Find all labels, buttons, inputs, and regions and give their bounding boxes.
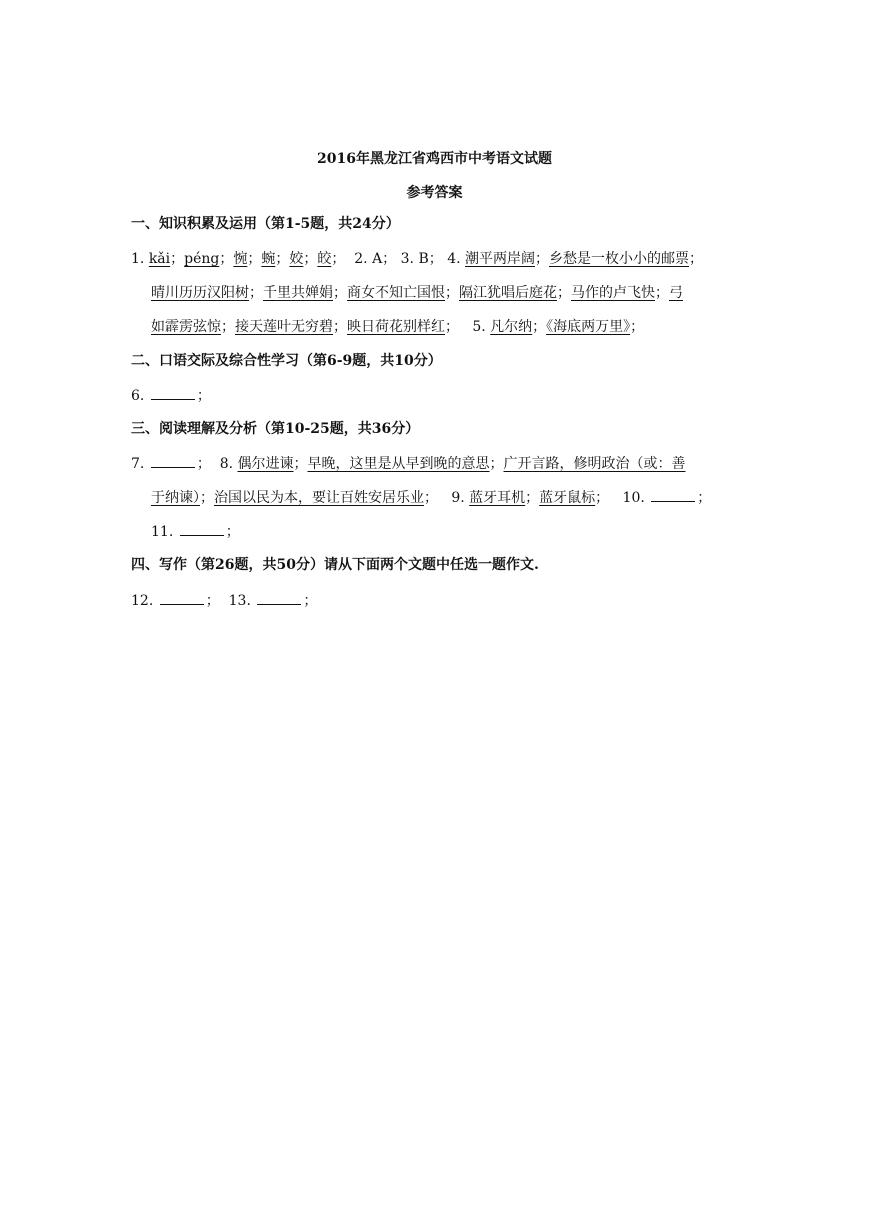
section-1-heading: 一、知识积累及运用（第1-5题，共24分） xyxy=(131,216,400,232)
answer-q4-2: 乡愁是一枚小小的邮票 xyxy=(549,251,690,267)
answer-q4-8a: 弓 xyxy=(669,285,683,301)
answer-q4-5: 商女不知亡国恨 xyxy=(347,285,445,301)
answer-line-q12: 12. ； 13. ； xyxy=(131,590,317,611)
answer-q4-7: 马作的卢飞快 xyxy=(571,285,655,301)
section-3-heading: 三、阅读理解及分析（第10-25题，共36分） xyxy=(131,421,420,437)
answer-q8-1: 偶尔进谏 xyxy=(237,456,294,472)
q6-number: 6. xyxy=(131,388,145,404)
answer-q4-4: 千里共婵娟 xyxy=(263,285,333,301)
answer-q8-3a: 广开言路，修明政治（或：善 xyxy=(503,456,686,472)
q5-number: 5. xyxy=(472,319,486,335)
answer-line-2: 晴川历历汉阳树；千里共婵娟；商女不知亡国恨；隔江犹唱后庭花；马作的卢飞快；弓 xyxy=(151,285,683,301)
answer-q1-3: 惋 xyxy=(233,251,248,267)
q7-number: 7. xyxy=(131,456,145,472)
answer-q9-1: 蓝牙耳机 xyxy=(469,490,526,506)
q13-number: 13. xyxy=(228,593,251,609)
answer-q1-5: 姣 xyxy=(289,251,304,267)
q4-number: 4. xyxy=(447,251,461,267)
answer-line-q7: 7. ； 8. 偶尔进谏；早晚，这里是从早到晚的意思；广开言路，修明政治（或：善 xyxy=(131,453,686,474)
answer-q8-3b: 于纳谏） xyxy=(151,490,200,506)
answer-line-q6: 6. ； xyxy=(131,385,211,406)
q9-number: 9. xyxy=(451,490,465,506)
answer-line-q11: 11. ； xyxy=(151,521,240,542)
q11-number: 11. xyxy=(151,524,174,540)
answer-q4-3: 晴川历历汉阳树 xyxy=(151,285,249,301)
q11-blank xyxy=(180,521,224,536)
q12-number: 12. xyxy=(131,593,154,609)
answer-line-1: 1. kǎi；péng；惋；蜿；姣；皎； 2. A； 3. B； 4. 潮平两岸阔；乡愁是一枚小小的邮票； xyxy=(131,251,704,267)
q13-blank xyxy=(257,590,301,605)
answer-q5-2: 《海底两万里》 xyxy=(546,319,631,335)
answer-q2: 2. A； xyxy=(354,251,397,267)
answer-q4-9: 接天莲叶无穷碧 xyxy=(235,319,333,335)
section-4-heading: 四、写作（第26题，共50分）请从下面两个文题中任选一题作文. xyxy=(131,557,539,573)
answer-q4-8b: 如霹雳弦惊 xyxy=(151,319,221,335)
answer-q1-6: 皎 xyxy=(317,251,332,267)
answer-q1-1: kǎi xyxy=(148,251,171,267)
answer-q8-2: 早晚，这里是从早到晚的意思 xyxy=(307,456,490,472)
q10-blank xyxy=(651,487,695,502)
answer-q5-1: 凡尔纳 xyxy=(490,319,533,335)
section-2-heading: 二、口语交际及综合性学习（第6-9题，共10分） xyxy=(131,353,442,369)
answer-line-3: 如霹雳弦惊；接天莲叶无穷碧；映日荷花别样红； 5. 凡尔纳；《海底两万里》； xyxy=(151,319,645,335)
q12-blank xyxy=(160,590,204,605)
answer-q4-6: 隔江犹唱后庭花 xyxy=(459,285,557,301)
answer-q3: 3. B； xyxy=(400,251,443,267)
q10-number: 10. xyxy=(622,490,645,506)
q1-number: 1. xyxy=(131,251,145,267)
q7-blank xyxy=(151,453,195,468)
answer-q1-2: péng xyxy=(184,251,220,267)
q8-number: 8. xyxy=(219,456,234,472)
document-title: 2016年黑龙江省鸡西市中考语文试题 xyxy=(317,151,552,167)
answer-q4-10: 映日荷花别样红 xyxy=(347,319,445,335)
document-subtitle: 参考答案 xyxy=(406,185,463,201)
answer-q8-4: 治国以民为本，要让百姓安居乐业 xyxy=(214,490,424,506)
q6-blank xyxy=(151,385,195,400)
answer-q4-1: 潮平两岸阔 xyxy=(465,251,536,267)
answer-q1-4: 蜿 xyxy=(261,251,276,267)
answer-q9-2: 蓝牙鼠标 xyxy=(539,490,596,506)
answer-line-q8-cont: 于纳谏）；治国以民为本，要让百姓安居乐业； 9. 蓝牙耳机；蓝牙鼠标； 10. ； xyxy=(151,487,711,508)
